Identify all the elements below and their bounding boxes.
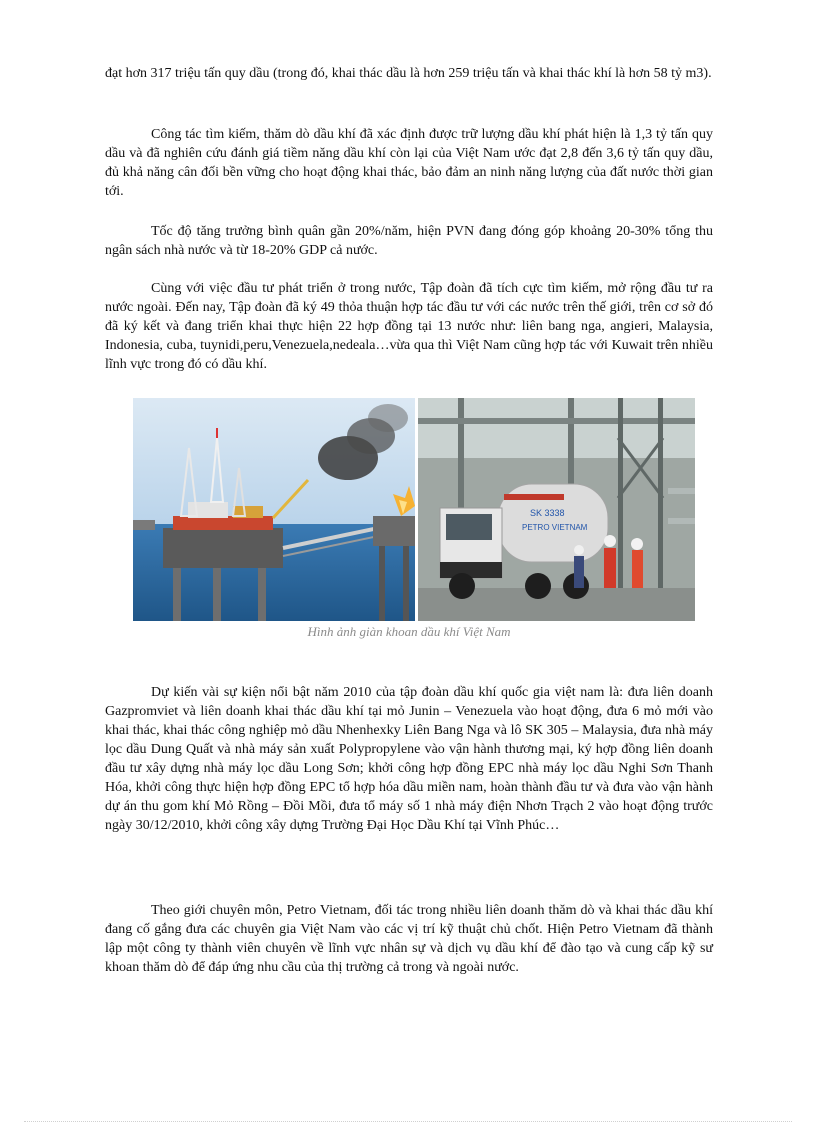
page-bottom-divider [24, 1121, 792, 1122]
paragraph-production: đạt hơn 317 triệu tấn quy dầu (trong đó, khai thác dầu là hơn 259 triệu tấn và khai thác khí là hơn 58 tỷ m3). [105, 66, 712, 81]
paragraph-growth: Tốc độ tăng trưởng bình quân gần 20%/năm, hiện PVN đang đóng góp khoảng 20-30% tổng thu ngân sách nhà nước và từ 18-20% GDP cả nước. [105, 224, 713, 258]
figure-caption: Hình ảnh giàn khoan dầu khí Việt Nam [307, 624, 511, 639]
truck-number-text: SK 3338 [530, 508, 565, 518]
offshore-rig-photo [133, 398, 415, 621]
truck-brand-text: PETRO VIETNAM [522, 523, 588, 532]
paragraph-reserves: Công tác tìm kiếm, thăm dò dầu khí đã xác định được trữ lượng dầu khí phát hiện là 1,3 tỷ tấn quy dầu và đã nghiên cứu đánh giá tiềm năng dầu khí còn lại của Việt Nam ước đạt 2,8 đến 3,6 tỷ tấn quy dầu, đủ khả năng cân đối bền vững cho hoạt động khai thác, bảo đảm an ninh năng lượng của đất nước thời gian tới. [105, 127, 713, 199]
paragraph-overseas-investment: Cùng với việc đầu tư phát triển ở trong nước, Tập đoàn đã tích cực tìm kiếm, mở rộng đầu tư ra nước ngoài. Đến nay, Tập đoàn đã ký 49 thỏa thuận hợp tác đầu tư với các nước trên thế giới, trên cơ sở đó đã ký kết và đang triển khai thực hiện 22 hợp đồng tại 13 nước như: liên bang nga, angieri, Malaysia, Indonesia, cuba, tuynidi,peru,Venezuela,nedeala…vừa qua thì Việt Nam cũng hợp tác với Kuwait trên nhiều lĩnh vực trong đó có dầu khí. [105, 281, 713, 372]
paragraph-experts: Theo giới chuyên môn, Petro Vietnam, đối tác trong nhiều liên doanh thăm dò và khai thác dầu khí đang cố gắng đưa các chuyên gia Việt Nam vào các vị trí kỹ thuật chủ chốt. Hiện Petro Vietnam đã thành lập một công ty thành viên chuyên về lĩnh vực nhân sự và dịch vụ dầu khí để đào tạo và cung cấp kỹ sư khoan thăm dò để đáp ứng nhu cầu của thị trường cả trong và ngoài nước. [105, 903, 713, 975]
fuel-truck-photo [418, 398, 695, 621]
paragraph-2010-events: Dự kiến vài sự kiện nổi bật năm 2010 của tập đoàn dầu khí quốc gia việt nam là: đưa liên doanh Gazpromviet và liên doanh khai thác dầu khí tại mỏ Junin – Venezuela vào hoạt động, đưa 6 mỏ mới vào khai thác, khai thác công nghiệp mỏ dầu Nhenhexky Liên Bang Nga và lô SK 305 – Malaysia, đưa nhà máy lọc dầu Dung Quất và nhà máy sản xuất Polypropylene vào vận hành thương mại, ký hợp đồng liên doanh đầu tư xây dựng nhà máy lọc dầu Long Sơn; khởi công hợp đồng EPC nhà máy lọc dầu Nghi Sơn Thanh Hóa, khởi công thực hiện hợp đồng EPC tổ hợp hóa dầu miền nam, hoàn thành đầu tư và đưa vào vận hành dự án thu gom khí Mỏ Rồng – Đồi Mồi, đưa tổ máy số 1 nhà máy điện Nhơn Trạch 2 vào hoạt động trước ngày 30/12/2010, khởi công xây dựng Trường Đại Học Dầu Khí tại Vĩnh Phúc… [105, 685, 713, 833]
